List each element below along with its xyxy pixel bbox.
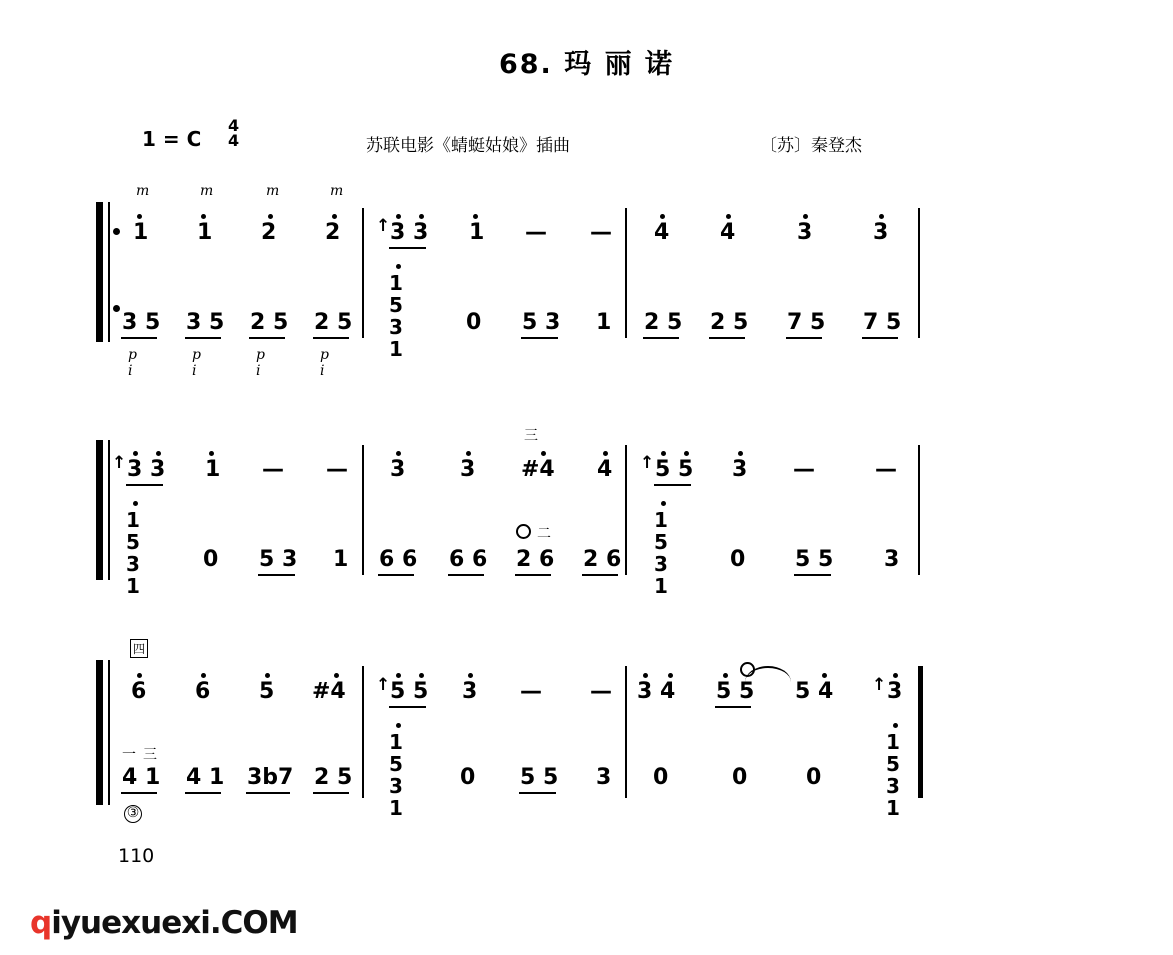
barline	[625, 208, 627, 338]
position-mark: 一	[122, 747, 136, 763]
repeat-dot	[113, 305, 120, 312]
bass-note: 5 3	[259, 547, 298, 572]
melody-note: 2	[325, 220, 341, 245]
melody-note: 3 3	[390, 220, 429, 245]
barline	[625, 666, 627, 798]
chord-stack	[886, 731, 900, 819]
octave-dot	[723, 673, 728, 678]
beam	[249, 337, 285, 339]
bass-note: 2 6	[516, 547, 555, 572]
beam	[121, 337, 157, 339]
chord-tone: 3	[886, 774, 900, 798]
melody-note: 1	[133, 220, 149, 245]
octave-dot	[209, 451, 214, 456]
octave-dot	[893, 673, 898, 678]
chord-tone: 1	[654, 508, 668, 532]
system-left-barline-thin	[108, 660, 110, 805]
beam	[185, 337, 221, 339]
octave-dot	[668, 673, 673, 678]
repeat-dot	[113, 228, 120, 235]
beam	[121, 792, 157, 794]
sustain-dash: —	[590, 220, 612, 245]
melody-note: 1	[469, 220, 485, 245]
beam	[389, 247, 426, 249]
chord-tone: 5	[389, 752, 403, 776]
melody-note: 3 3	[127, 457, 166, 482]
bass-note: 2 5	[644, 310, 683, 335]
chord-tone: 3	[126, 552, 140, 576]
octave-dot	[822, 673, 827, 678]
octave-dot	[133, 501, 138, 506]
octave-dot	[396, 264, 401, 269]
beam	[185, 792, 221, 794]
octave-dot	[334, 673, 339, 678]
beam	[794, 574, 831, 576]
octave-dot	[265, 673, 270, 678]
arrow-up-icon: ↑	[640, 453, 655, 473]
chord-tone: 1	[886, 796, 900, 820]
chord-tone: 5	[886, 752, 900, 776]
beam	[709, 337, 745, 339]
beam	[313, 792, 349, 794]
octave-dot	[738, 451, 743, 456]
beam	[643, 337, 679, 339]
bass-note: 2 6	[583, 547, 622, 572]
beam	[313, 337, 349, 339]
beam	[519, 792, 556, 794]
octave-dot	[156, 451, 161, 456]
chord-tone: 1	[389, 730, 403, 754]
octave-dot	[473, 214, 478, 219]
melody-note: 4	[597, 457, 613, 482]
bass-note: 6 6	[379, 547, 418, 572]
chord-tone: 1	[389, 271, 403, 295]
octave-dot	[661, 501, 666, 506]
system-left-barline	[96, 660, 103, 805]
fingering-pi: p i	[128, 347, 137, 379]
octave-dot	[133, 451, 138, 456]
beam	[448, 574, 484, 576]
octave-dot	[419, 673, 424, 678]
octave-dot	[643, 673, 648, 678]
string-number: ③	[124, 805, 142, 823]
fingering-pi: p i	[320, 347, 329, 379]
barline	[918, 445, 920, 575]
chord-tone: 3	[389, 774, 403, 798]
chord-tone: 3	[389, 315, 403, 339]
final-barline	[918, 666, 923, 798]
watermark-text: iyuexuexi.COM	[51, 905, 298, 941]
system-left-barline-thin	[108, 440, 110, 580]
arrow-up-icon: ↑	[376, 675, 391, 695]
fingering-m: m	[330, 183, 344, 199]
beam	[521, 337, 558, 339]
source-note: 苏联电影《蜻蜓姑娘》插曲	[366, 136, 570, 156]
melody-note: 6	[195, 679, 211, 704]
melody-note: 3	[873, 220, 889, 245]
fingering-m: m	[266, 183, 280, 199]
watermark-q: q	[30, 905, 52, 941]
octave-dot	[137, 214, 142, 219]
time-signature-denominator: 4	[228, 131, 240, 150]
melody-note: 3	[462, 679, 478, 704]
fingering-m: m	[136, 183, 150, 199]
composer-credit: 〔苏〕秦登杰	[760, 136, 862, 156]
octave-dot	[396, 451, 401, 456]
watermark	[30, 905, 298, 941]
melody-note: 5 5	[390, 679, 429, 704]
bass-note: 7 5	[787, 310, 826, 335]
position-mark: 四	[130, 639, 148, 658]
bass-note: 0	[203, 547, 219, 572]
melody-note: 6	[131, 679, 147, 704]
bass-note: 3 5	[122, 310, 161, 335]
bass-note: 5 5	[520, 765, 559, 790]
beam	[389, 706, 426, 708]
melody-note: 4	[654, 220, 670, 245]
bass-note: 5 5	[795, 547, 834, 572]
sustain-dash: —	[793, 457, 815, 482]
bass-note: 4 1	[122, 765, 161, 790]
barline	[362, 445, 364, 575]
key-signature: 1 = C	[142, 127, 202, 151]
beam	[515, 574, 551, 576]
octave-dot	[396, 673, 401, 678]
bass-note: 7 5	[863, 310, 902, 335]
melody-note: 3	[732, 457, 748, 482]
page-number: 110	[118, 845, 155, 867]
bass-note: 2 5	[314, 310, 353, 335]
sustain-dash: —	[525, 220, 547, 245]
octave-dot	[661, 451, 666, 456]
barline	[918, 208, 920, 338]
octave-dot	[684, 451, 689, 456]
barline	[362, 208, 364, 338]
sustain-dash: —	[262, 457, 284, 482]
octave-dot	[603, 451, 608, 456]
chord-stack	[389, 731, 403, 819]
bass-note: 6 6	[449, 547, 488, 572]
bass-note: 3b7	[247, 765, 294, 790]
beam	[258, 574, 295, 576]
chord-tone: 5	[654, 530, 668, 554]
chord-tone: 1	[126, 574, 140, 598]
time-signature-numerator: 4	[228, 116, 240, 135]
harmonic-mark: 二	[537, 526, 551, 542]
melody-note: 1	[205, 457, 221, 482]
barline	[625, 445, 627, 575]
melody-note: 5 5	[655, 457, 694, 482]
beam	[126, 484, 163, 486]
page-title: 68. 玛 丽 诺	[498, 49, 675, 80]
octave-dot	[201, 214, 206, 219]
melody-note: 5 5	[716, 679, 755, 704]
chord-tone: 1	[654, 574, 668, 598]
beam	[862, 337, 898, 339]
bass-note: 3	[884, 547, 900, 572]
beam	[582, 574, 618, 576]
time-signature	[228, 118, 239, 148]
chord-stack	[126, 509, 140, 597]
bass-note: 0	[806, 765, 822, 790]
beam	[246, 792, 290, 794]
harmonic-circle-icon	[516, 524, 531, 539]
beam	[786, 337, 822, 339]
melody-note: #4	[312, 679, 346, 704]
octave-dot	[726, 214, 731, 219]
chord-stack	[654, 509, 668, 597]
beam	[378, 574, 414, 576]
octave-dot	[396, 723, 401, 728]
octave-dot	[268, 214, 273, 219]
fingering-pi: p i	[192, 347, 201, 379]
bass-note: 3	[596, 765, 612, 790]
arrow-up-icon: ↑	[872, 675, 887, 695]
bass-note: 0	[466, 310, 482, 335]
bass-note: 5 3	[522, 310, 561, 335]
position-mark: 三	[143, 747, 157, 763]
octave-dot	[468, 673, 473, 678]
beam	[715, 706, 751, 708]
octave-dot	[879, 214, 884, 219]
sustain-dash: —	[326, 457, 348, 482]
octave-dot	[332, 214, 337, 219]
octave-dot	[419, 214, 424, 219]
melody-note: 3	[460, 457, 476, 482]
octave-dot	[137, 673, 142, 678]
chord-tone: 1	[389, 796, 403, 820]
bass-note: 0	[730, 547, 746, 572]
barline	[362, 666, 364, 798]
melody-note: 3	[797, 220, 813, 245]
melody-note: 5	[259, 679, 275, 704]
bass-note: 0	[460, 765, 476, 790]
octave-dot	[660, 214, 665, 219]
system-left-barline-thin	[108, 202, 110, 342]
arrow-up-icon: ↑	[376, 216, 391, 236]
bass-note: 2 5	[250, 310, 289, 335]
bass-note: 1	[333, 547, 349, 572]
melody-note: 3	[887, 679, 903, 704]
octave-dot	[396, 214, 401, 219]
octave-dot	[541, 451, 546, 456]
fingering-m: m	[200, 183, 214, 199]
chord-tone: 1	[886, 730, 900, 754]
melody-note: 4	[720, 220, 736, 245]
octave-dot	[893, 723, 898, 728]
chord-stack	[389, 272, 403, 360]
octave-dot	[201, 673, 206, 678]
octave-dot	[803, 214, 808, 219]
melody-note: 1	[197, 220, 213, 245]
chord-tone: 3	[654, 552, 668, 576]
beam	[654, 484, 691, 486]
chord-tone: 1	[389, 337, 403, 361]
melody-note: 3	[390, 457, 406, 482]
melody-note: 3 4	[637, 679, 676, 704]
chord-tone: 5	[126, 530, 140, 554]
system-left-barline	[96, 440, 103, 580]
bass-note: 0	[653, 765, 669, 790]
bass-note: 0	[732, 765, 748, 790]
bass-note: 2 5	[314, 765, 353, 790]
sustain-dash: —	[520, 679, 542, 704]
chord-tone: 5	[389, 293, 403, 317]
bass-note: 1	[596, 310, 612, 335]
octave-dot	[466, 451, 471, 456]
melody-note: 2	[261, 220, 277, 245]
melody-note: #4	[521, 457, 555, 482]
position-mark: 三	[524, 428, 538, 444]
melody-note: 5 4	[795, 679, 834, 704]
sustain-dash: —	[875, 457, 897, 482]
fingering-pi: p i	[256, 347, 265, 379]
chord-tone: 1	[126, 508, 140, 532]
bass-note: 2 5	[710, 310, 749, 335]
sustain-dash: —	[590, 679, 612, 704]
arrow-up-icon: ↑	[112, 453, 127, 473]
bass-note: 3 5	[186, 310, 225, 335]
system-left-barline	[96, 202, 103, 342]
bass-note: 4 1	[186, 765, 225, 790]
